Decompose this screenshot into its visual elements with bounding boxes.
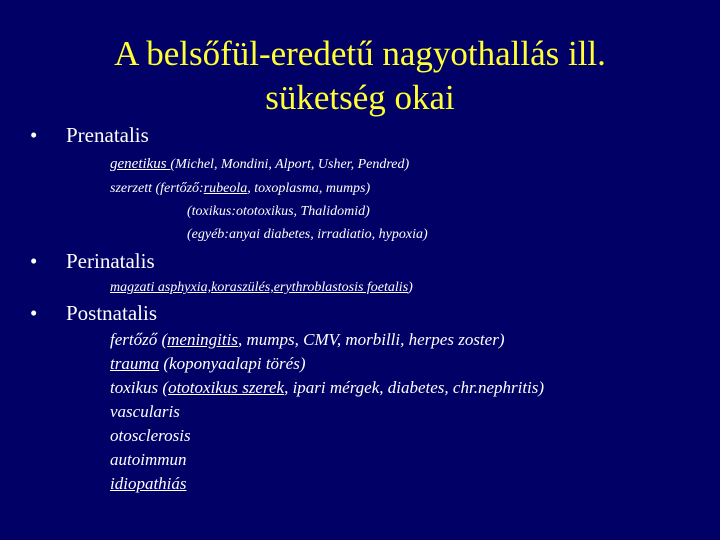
infectious-prefix: fertőző ( <box>110 330 168 349</box>
prenatal-other-line: (egyéb:anyai diabetes, irradiatio, hypoxia) <box>187 227 428 242</box>
bullet-dot: • <box>30 301 38 325</box>
term-genetikus: genetikus <box>110 156 171 172</box>
section-perinatalis <box>30 249 155 273</box>
postnatal-autoimmune-line: autoimmun <box>110 450 187 469</box>
prenatal-acquired-line <box>110 180 370 198</box>
postnatal-trauma-line <box>110 354 305 374</box>
slide-title <box>0 32 720 120</box>
prenatal-genetic-line <box>110 155 409 174</box>
toxic-suffix: , ipari mérgek, diabetes, chr.nephritis) <box>284 378 545 397</box>
section-postnatalis <box>30 301 157 325</box>
postnatal-infectious-line <box>110 330 504 350</box>
section-label: Postnatalis <box>66 301 158 325</box>
prenatal-toxic-line: (toxikus:ototoxikus, Thalidomid) <box>187 204 370 219</box>
title-line-1: A belsőfül-eredetű nagyothallás ill. <box>114 34 606 73</box>
term-trauma: trauma <box>110 354 160 373</box>
toxic-prefix: toxikus ( <box>110 378 169 397</box>
perinatal-causes: magzati asphyxia,koraszülés,erythroblastosis foetalis <box>110 280 409 295</box>
section-prenatalis <box>30 123 149 147</box>
perinatal-causes-line <box>110 279 413 297</box>
perinatal-close: ) <box>408 280 413 295</box>
term-meningitis: meningitis <box>167 330 238 349</box>
postnatal-idiopathic-line: idiopathiás <box>110 474 187 493</box>
infectious-suffix: , mumps, CMV, morbilli, herpes zoster) <box>237 330 505 349</box>
title-line-2: süketség okai <box>265 78 455 117</box>
term-rubeola: rubeola <box>203 181 248 196</box>
postnatal-vascular-line: vascularis <box>110 402 180 421</box>
bullet-dot: • <box>30 123 38 147</box>
section-label: Prenatalis <box>66 123 149 147</box>
postnatal-otosclerosis-line: otosclerosis <box>110 426 191 445</box>
trauma-suffix: (koponyaalapi törés) <box>159 354 306 373</box>
genetic-examples: (Michel, Mondini, Alport, Usher, Pendred) <box>170 157 410 172</box>
acquired-suffix: , toxoplasma, mumps) <box>247 181 371 196</box>
bullet-dot: • <box>30 249 38 273</box>
term-ototoxikus-szerek: ototoxikus szerek <box>168 378 285 397</box>
acquired-prefix: szerzett (fertőző: <box>110 181 204 196</box>
section-label: Perinatalis <box>66 249 155 273</box>
postnatal-toxic-line <box>110 378 544 398</box>
